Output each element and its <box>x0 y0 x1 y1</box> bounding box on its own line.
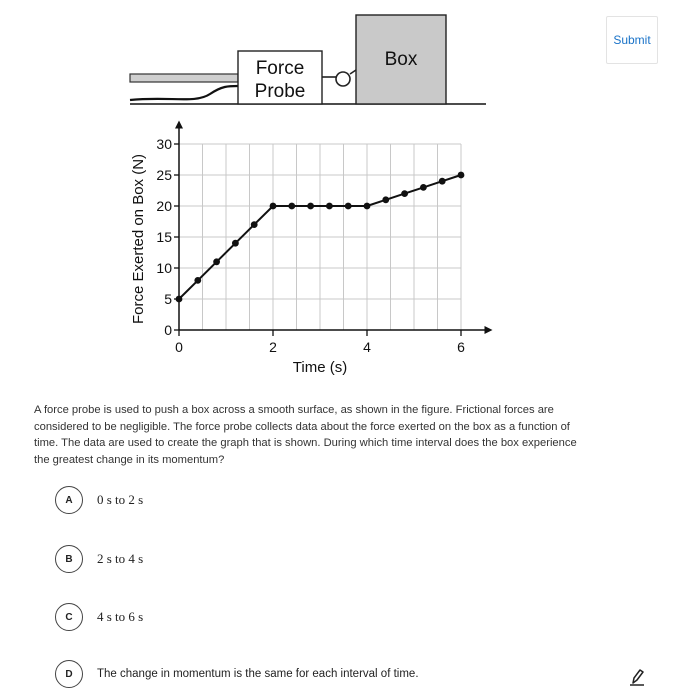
x-tick-label: 6 <box>457 339 465 355</box>
apparatus-diagram <box>130 15 486 104</box>
data-point <box>420 184 427 191</box>
data-point <box>176 296 183 303</box>
choice-b-letter: B <box>55 545 83 573</box>
data-point <box>401 190 408 197</box>
data-point <box>458 172 465 179</box>
data-point <box>326 203 333 210</box>
x-axis-title: Time (s) <box>292 359 348 376</box>
choice-a-text: 0 s to 2 s <box>97 492 144 507</box>
y-axis-title: Force Exerted on Box (N) <box>130 153 147 325</box>
choice-c[interactable] <box>55 603 143 631</box>
data-point <box>382 196 389 203</box>
probe-rod <box>130 74 238 82</box>
question-text: A force probe is used to push a box across a smooth surface, as shown in the figure. Frictional forces are considered to be negligible. The force probe collects data about the force exerted on the box as a function of time. The data are used to create the graph that is shown. During which time interval does the box experience the greatest change in its momentum? <box>34 404 577 466</box>
y-tick-label: 25 <box>156 167 172 183</box>
data-point <box>439 178 446 185</box>
x-axis-arrow <box>485 326 493 334</box>
probe-label-line2: Probe <box>254 81 306 102</box>
choice-a[interactable] <box>55 486 143 514</box>
box-label: Box <box>384 49 418 70</box>
data-point <box>232 240 239 247</box>
y-tick-label: 10 <box>156 260 172 276</box>
y-tick-label: 5 <box>164 291 172 307</box>
y-axis-arrow <box>175 121 183 129</box>
data-point <box>307 203 314 210</box>
data-point <box>270 203 277 210</box>
choice-d-text: The change in momentum is the same for each interval of time. <box>97 668 419 680</box>
submit-button[interactable]: Submit <box>606 16 658 64</box>
x-tick-label: 4 <box>363 339 371 355</box>
choice-b-text: 2 s to 4 s <box>97 551 144 566</box>
data-point <box>364 203 371 210</box>
hook-icon <box>322 70 356 86</box>
x-tick-label: 2 <box>269 339 277 355</box>
y-tick-label: 30 <box>156 136 172 152</box>
x-tick-label: 0 <box>175 339 183 355</box>
choice-d[interactable] <box>55 660 419 688</box>
pencil-icon[interactable] <box>626 666 648 688</box>
choice-b[interactable] <box>55 545 143 573</box>
y-tick-label: 0 <box>164 322 172 338</box>
choice-c-text: 4 s to 6 s <box>97 609 144 624</box>
probe-label-line1: Force <box>255 58 305 79</box>
y-tick-label: 20 <box>156 198 172 214</box>
choice-d-letter: D <box>55 660 83 688</box>
force-time-chart <box>130 121 493 377</box>
y-tick-label: 15 <box>156 229 172 245</box>
choice-a-letter: A <box>55 486 83 514</box>
data-point <box>194 277 201 284</box>
data-point <box>251 221 258 228</box>
data-point <box>288 203 295 210</box>
data-point <box>345 203 352 210</box>
data-point <box>213 258 220 265</box>
choice-c-letter: C <box>55 603 83 631</box>
probe-cable <box>130 86 238 100</box>
